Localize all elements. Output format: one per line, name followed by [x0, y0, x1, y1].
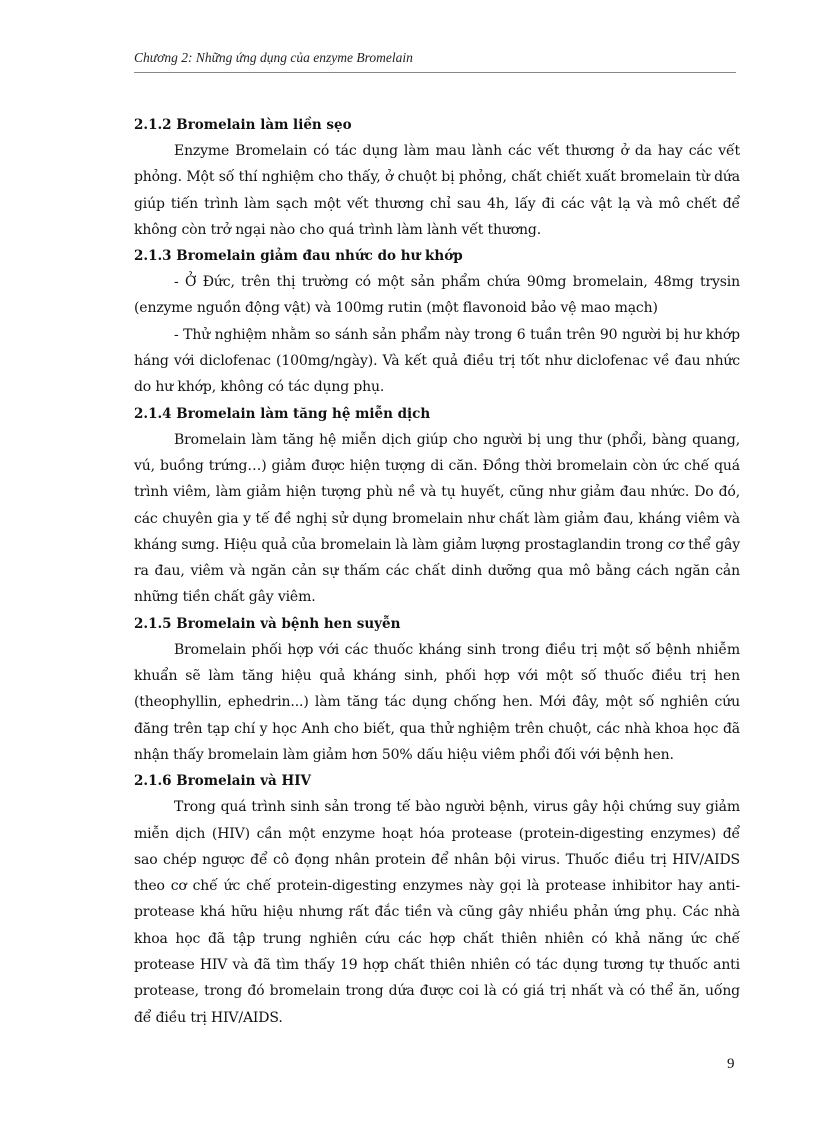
paragraph: Bromelain phối hợp với các thuốc kháng sinh trong điều trị một số bệnh nhiễm khuẩn sẽ làm tăng hiệu quả kháng sinh, phối hợp với một số thuốc điều trị hen (theophyllin, ephedrin...) làm tăng tác dụng chống hen. Mới đây, một số nghiên cứu đăng trên tạp chí y học Anh cho biết, qua thử nghiệm trên chuột, các nhà khoa học đã nhận thấy bromelain làm giảm hơn 50% dấu hiệu viêm phổi đối với bệnh hen. — [134, 641, 740, 763]
header-divider — [134, 72, 736, 73]
paragraph: Bromelain làm tăng hệ miễn dịch giúp cho người bị ung thư (phổi, bàng quang, vú, buồng trứng…) giảm được hiện tượng di căn. Đồng thời bromelain còn ức chế quá trình viêm, làm giảm hiện tượng phù nề và tụ huyết, cũng như giảm đau nhức. Do đó, các chuyên gia y tế đề nghị sử dụng bromelain như chất làm giảm đau, kháng viêm và kháng sưng. Hiệu quả của bromelain là làm giảm lượng prostaglandin trong cơ thể gây ra đau, viêm và ngăn cản sự thấm các chất dinh dưỡng qua mô bằng cách ngăn cản những tiền chất gây viêm. — [134, 431, 740, 606]
page-header: Chương 2: Những ứng dụng của enzyme Bromelain — [134, 50, 413, 65]
paragraph: Trong quá trình sinh sản trong tế bào người bệnh, virus gây hội chứng suy giảm miễn dịch (HIV) cần một enzyme hoạt hóa protease (protein-digesting enzymes) để sao chép ngược để cô đọng nhân protein để nhân bội virus. Thuốc điều trị HIV/AIDS theo cơ chế ức chế protein-digesting enzymes này gọi là protease inhibitor hay anti-protease khá hữu hiệu nhưng rất đắc tiền và cũng gây nhiều phản ứng phụ. Các nhà khoa học đã tập trung nghiên cứu các hợp chất thiên nhiên có khả năng ức chế protease HIV và đã tìm thấy 19 hợp chất thiên nhiên có tác dụng tương tự thuốc anti protease, trong đó bromelain trong dứa được coi là có giá trị nhất và có thể ăn, uống để điều trị HIV/AIDS. — [134, 799, 740, 1026]
paragraph: Enzyme Bromelain có tác dụng làm mau lành các vết thương ở da hay các vết phỏng. Một số thí nghiệm cho thấy, ở chuột bị phỏng, chất chiết xuất bromelain từ dứa giúp tiến trình làm sạch một vết thương chỉ sau 4h, lấy đi các vật lạ và mô chết để không còn trở ngại nào cho quá trình làm lành vết thương. — [134, 143, 740, 238]
section-title: 2.1.4 Bromelain làm tăng hệ miễn dịch — [134, 405, 431, 422]
section-title: 2.1.3 Bromelain giảm đau nhức do hư khớp — [134, 248, 463, 265]
section-2-1-6 — [134, 768, 740, 1031]
section-2-1-4 — [134, 401, 740, 611]
paragraph: - Thử nghiệm nhằm so sánh sản phẩm này trong 6 tuần trên 90 người bị hư khớp háng với diclofenac (100mg/ngày). Và kết quả điều trị tốt như diclofenac về đau nhức do hư khớp, không có tác dụng phụ. — [134, 326, 740, 396]
document-body — [134, 112, 740, 1031]
page-number: 9 — [727, 1056, 735, 1072]
paragraph: - Ở Đức, trên thị trường có một sản phẩm chứa 90mg bromelain, 48mg trysin (enzyme nguồn động vật) và 100mg rutin (một flavonoid bảo vệ mao mạch) — [134, 274, 740, 317]
section-2-1-2 — [134, 112, 740, 243]
section-title: 2.1.5 Bromelain và bệnh hen suyễn — [134, 615, 401, 632]
section-title: 2.1.6 Bromelain và HIV — [134, 773, 312, 790]
section-2-1-5 — [134, 611, 740, 768]
section-2-1-3 — [134, 243, 740, 400]
section-title: 2.1.2 Bromelain làm liền sẹo — [134, 117, 352, 133]
